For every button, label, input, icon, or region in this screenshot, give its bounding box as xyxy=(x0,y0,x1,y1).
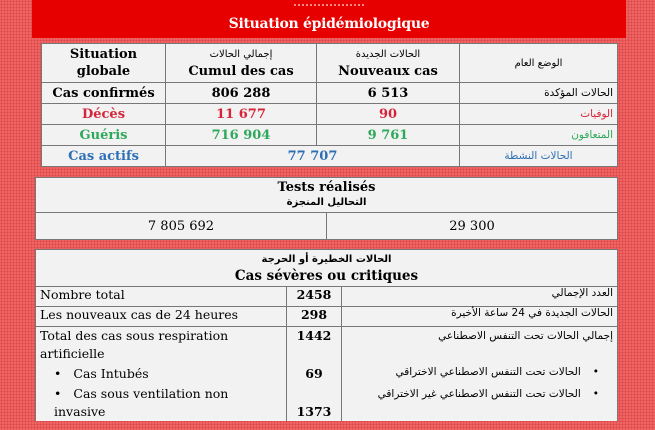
new24-label-ar: الحالات الجديدة في 24 ساعة الأخيرة xyxy=(342,307,618,327)
header-cumul xyxy=(166,44,317,83)
overview-table xyxy=(41,43,618,167)
tests-header-row xyxy=(36,178,618,213)
severe-row-total xyxy=(36,287,618,307)
deaths-cumul: 11 677 xyxy=(166,104,317,125)
confirmed-new: 6 513 xyxy=(317,83,460,104)
recovered-label-fr: Guéris xyxy=(42,125,166,146)
row-confirmed xyxy=(42,83,618,104)
active-label-ar: الحالات النشطة xyxy=(460,146,618,167)
ventilation-cell-ar xyxy=(342,327,618,422)
total-label-ar: العدد الإجمالي xyxy=(342,287,618,307)
tests-values-row xyxy=(36,213,618,240)
severe-header xyxy=(36,250,618,287)
recovered-label-ar: المتعافون xyxy=(460,125,618,146)
ventilation-value: 1442 xyxy=(296,328,332,343)
confirmed-label-ar: الحالات المؤكدة xyxy=(460,83,618,104)
deaths-label-ar: الوفيات xyxy=(460,104,618,125)
deaths-label-fr: Décès xyxy=(42,104,166,125)
tests-table xyxy=(35,177,618,240)
noninvasive-label-ar: • الحالات تحت التنفس الاصطناعي غير الاختراقي xyxy=(346,385,613,403)
row-active xyxy=(42,146,618,167)
new24-label-fr: Les nouveaux cas de 24 heures xyxy=(36,307,287,327)
severe-header-row xyxy=(36,250,618,287)
intubated-label-ar: • الحالات تحت التنفس الاصطناعي الاختراقي xyxy=(346,363,613,381)
intubated-label-fr: • Cas Intubés xyxy=(40,365,282,383)
banner-french-title: Situation épidémiologique xyxy=(228,16,430,32)
title-banner xyxy=(32,0,626,38)
noninvasive-value: 1373 xyxy=(296,404,332,419)
recovered-new: 9 761 xyxy=(317,125,460,146)
header-situation-fr: Situation globale xyxy=(42,44,166,83)
overview-header-row xyxy=(42,44,618,83)
row-deaths xyxy=(42,104,618,125)
active-value: 77 707 xyxy=(166,146,460,167)
confirmed-label-fr: Cas confirmés xyxy=(42,83,166,104)
severe-title-ar: الحالات الخطيرة أو الحرجة xyxy=(261,254,392,265)
ventilation-label-ar: إجمالي الحالات تحت التنفس الاصطناعي xyxy=(438,330,613,342)
noninvasive-label-fr: • Cas sous ventilation non invasive xyxy=(40,385,282,421)
severe-row-ventilation xyxy=(36,327,618,422)
confirmed-cumul: 806 288 xyxy=(166,83,317,104)
header-new-ar: الحالات الجديدة xyxy=(355,49,421,60)
severe-title-fr: Cas sévères ou critiques xyxy=(234,268,419,284)
severe-cases-table xyxy=(35,249,618,421)
intubated-value: 69 xyxy=(305,366,323,381)
active-label-fr: Cas actifs xyxy=(42,146,166,167)
header-new-fr: Nouveaux cas xyxy=(338,64,438,79)
header-cumul-fr: Cumul des cas xyxy=(188,64,294,79)
severe-row-new24 xyxy=(36,307,618,327)
total-value: 2458 xyxy=(287,287,342,307)
tests-title-fr: Tests réalisés xyxy=(277,180,376,195)
cropped-title-remnant xyxy=(294,0,364,6)
row-recovered xyxy=(42,125,618,146)
ventilation-label-fr: Total des cas sous respiration artificielle xyxy=(40,328,229,361)
ventilation-values xyxy=(287,327,342,422)
header-situation-ar: الوضع العام xyxy=(460,44,618,83)
header-cumul-ar: إجمالي الحالات xyxy=(209,49,273,60)
tests-title-ar: التحاليل المنجزة xyxy=(286,197,367,208)
ventilation-cell-fr xyxy=(36,327,287,422)
deaths-new: 90 xyxy=(317,104,460,125)
tests-header xyxy=(36,178,618,213)
new24-value: 298 xyxy=(287,307,342,327)
header-new xyxy=(317,44,460,83)
tests-total: 7 805 692 xyxy=(36,213,327,240)
total-label-fr: Nombre total xyxy=(36,287,287,307)
recovered-cumul: 716 904 xyxy=(166,125,317,146)
tests-new: 29 300 xyxy=(327,213,618,240)
